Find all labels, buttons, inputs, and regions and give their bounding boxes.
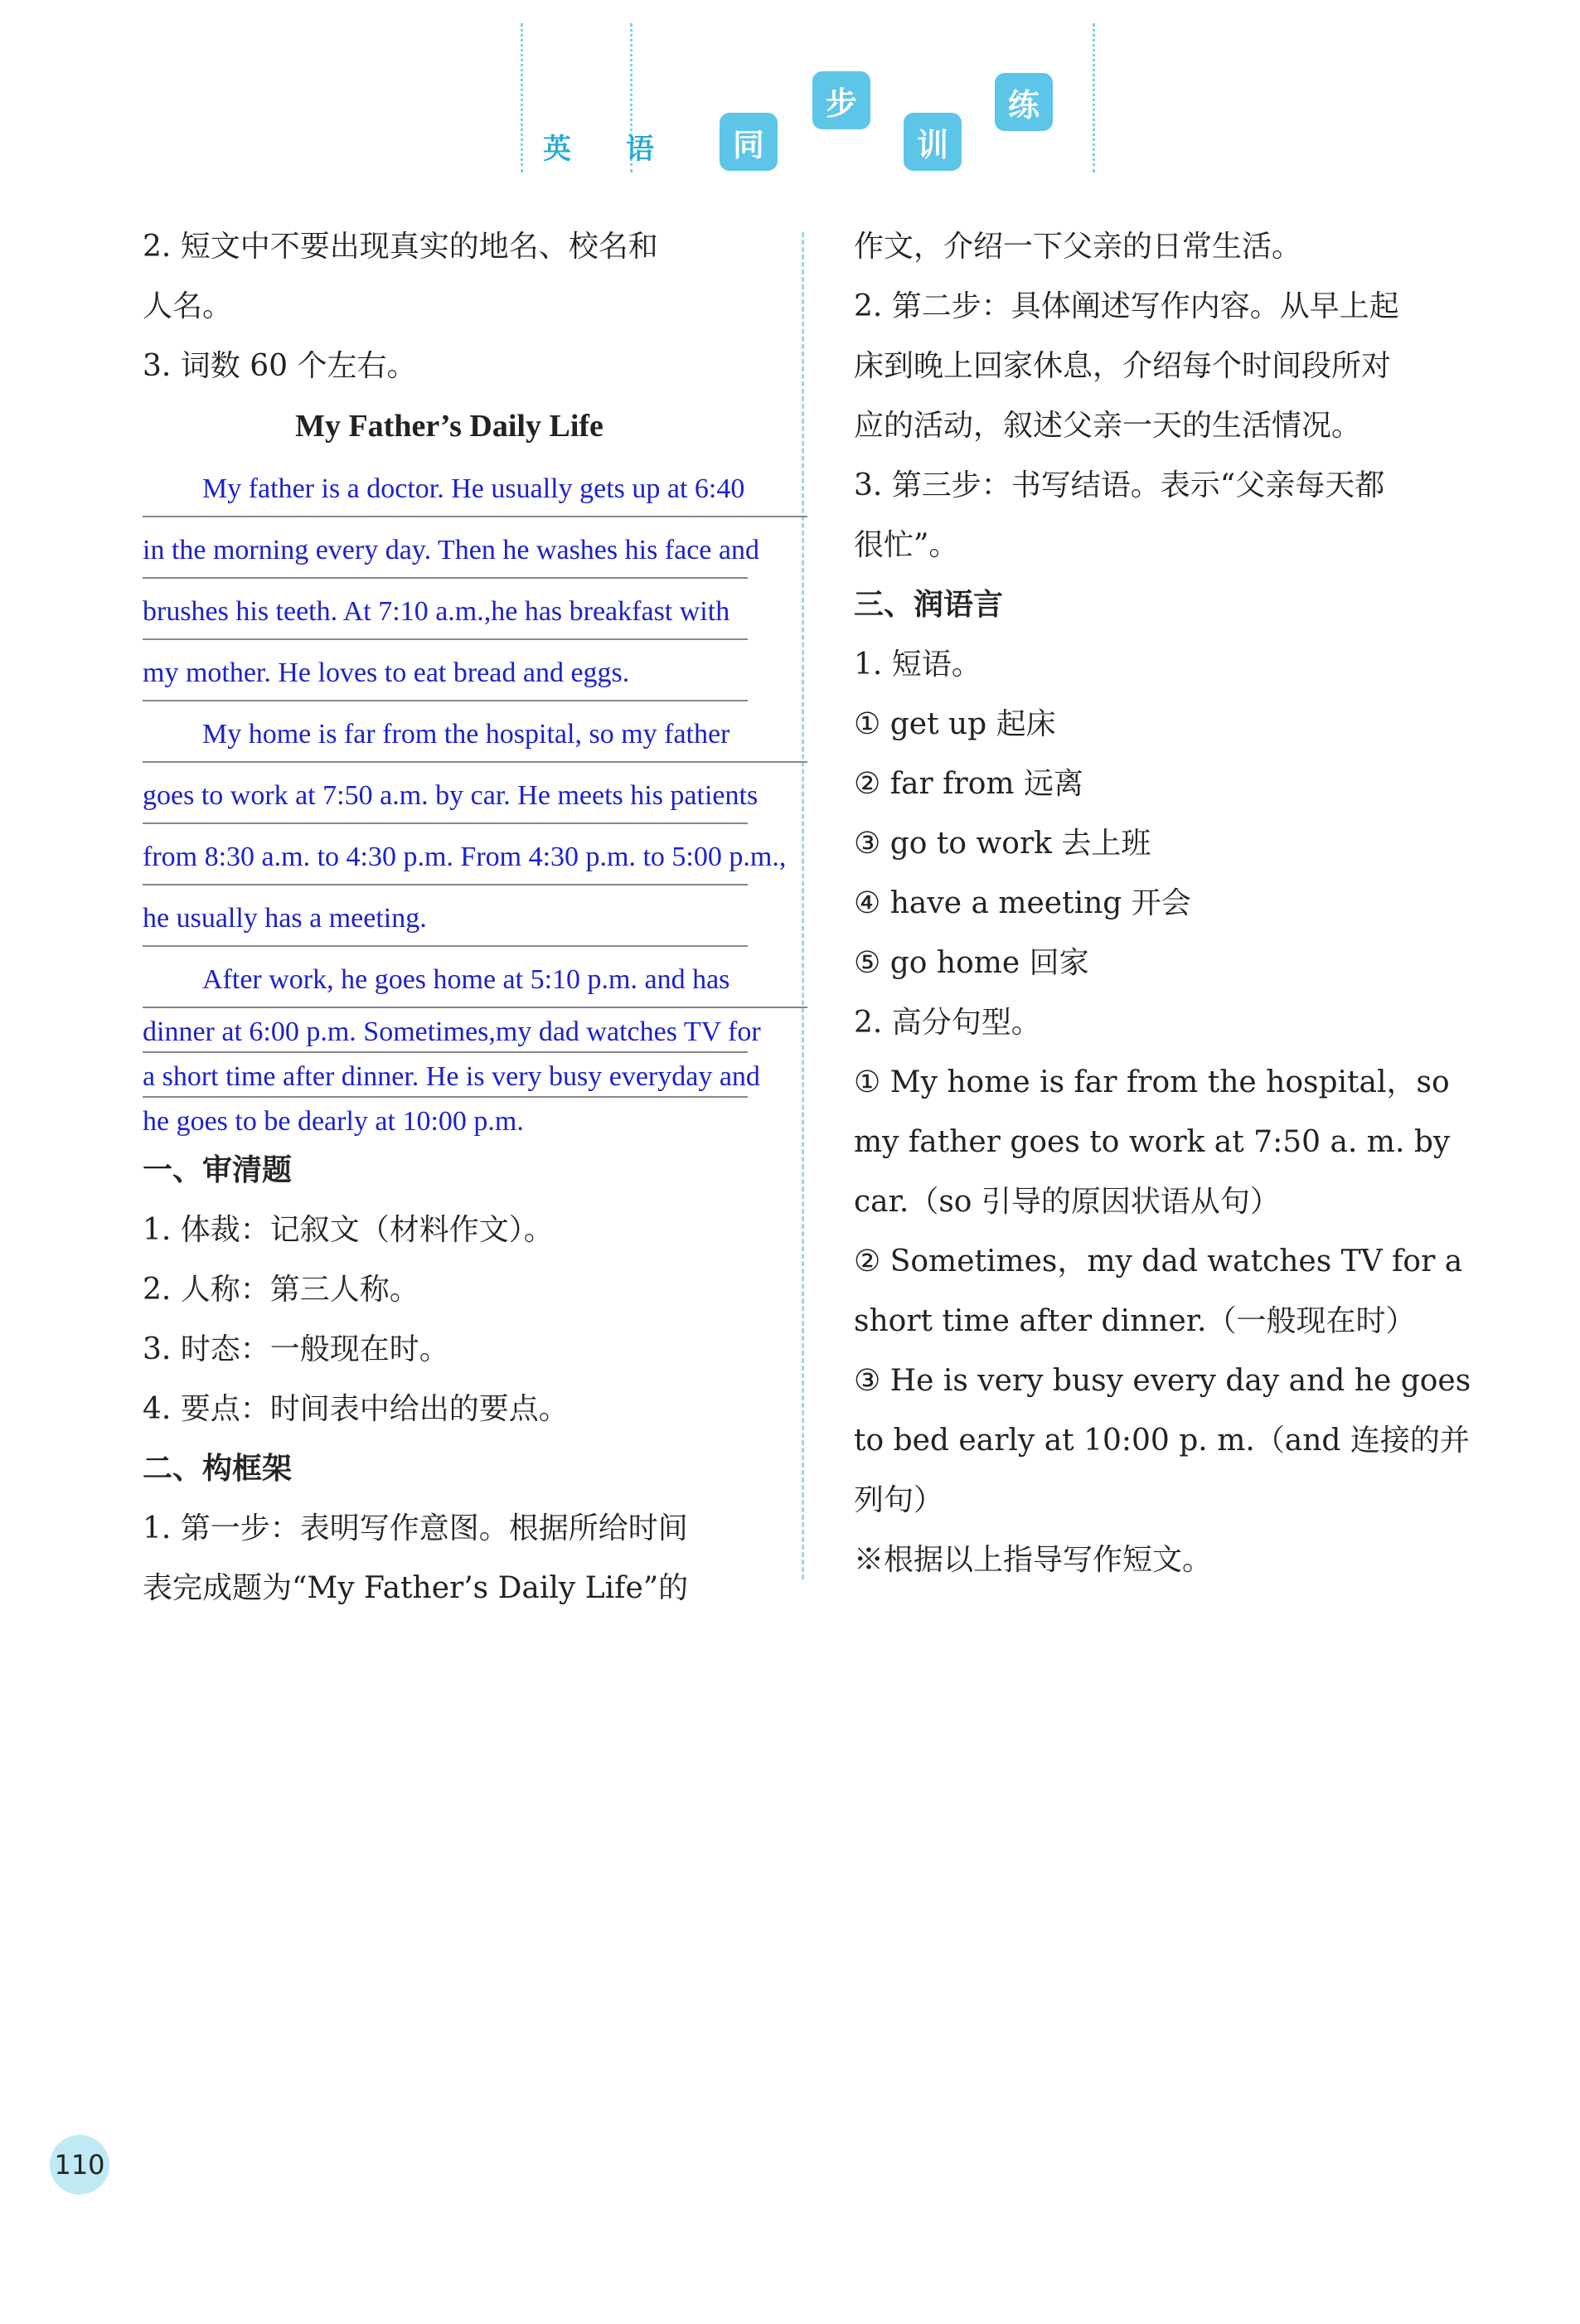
essay-line: dinner at 6:00 p.m. Sometimes,my dad watches TV for [143, 1008, 748, 1053]
section-item: 4. 要点：时间表中给出的要点。 [143, 1392, 569, 1426]
essay-line: he goes to be dearly at 10:00 p.m. [143, 1106, 524, 1137]
paragraph-line: 很忙”。 [854, 528, 959, 562]
header-divider [521, 23, 523, 172]
essay-line: from 8:30 a.m. to 4:30 p.m. From 4:30 p.m. to 5:00 p.m., [143, 824, 748, 885]
page-number: 110 [50, 2135, 109, 2195]
essay-line: brushes his teeth. At 7:10 a.m.,he has breakfast with [143, 579, 748, 640]
section-item: 表完成题为“My Father’s Daily Life”的 [143, 1571, 689, 1605]
sentence-line: 列句） [854, 1483, 944, 1517]
sentence-line: ② Sometimes，my dad watches TV for a [854, 1244, 1463, 1278]
paragraph-line: 2. 第二步：具体阐述写作内容。从早上起 [854, 289, 1399, 323]
requirement-line: 2. 短文中不要出现真实的地名、校名和 [143, 230, 658, 264]
sentence-line: my father goes to work at 7:50 a. m. by [854, 1125, 1451, 1159]
section-item: 3. 时态：一般现在时。 [143, 1332, 449, 1366]
header-char: 英 [543, 133, 571, 166]
section-item: 1. 第一步：表明写作意图。根据所给时间 [143, 1511, 688, 1545]
paragraph-line: 3. 第三步：书写结语。表示“父亲每天都 [854, 468, 1385, 502]
phrase-item: ③ go to work 去上班 [854, 827, 1151, 861]
page-header [0, 0, 1580, 191]
subsection-title: 2. 高分句型。 [854, 1006, 1041, 1040]
essay-title: My Father’s Daily Life [295, 409, 603, 444]
essay-line: in the morning every day. Then he washes his face and [143, 517, 748, 579]
essay-line: a short time after dinner. He is very busy everyday and [143, 1053, 748, 1098]
model-essay [143, 456, 806, 1141]
paragraph-line: 应的活动，叙述父亲一天的生活情况。 [854, 409, 1362, 443]
requirement-line: 人名。 [143, 289, 233, 323]
phrase-item: ① get up 起床 [854, 707, 1056, 741]
essay-line: My father is a doctor. He usually gets up at 6:40 [143, 456, 807, 517]
sentence-line: short time after dinner.（一般现在时） [854, 1304, 1416, 1338]
right-column [854, 217, 1471, 1590]
section-title: 三、润语言 [854, 588, 1004, 622]
header-box-char: 训 [904, 113, 962, 171]
sentence-line: to bed early at 10:00 p. m.（and 连接的并 [854, 1424, 1470, 1458]
essay-line: My home is far from the hospital, so my father [143, 701, 807, 763]
paragraph-line: 床到晚上回家休息，介绍每个时间段所对 [854, 349, 1392, 383]
essay-line: goes to work at 7:50 a.m. by car. He meets his patients [143, 763, 748, 824]
paragraph-line: 作文，介绍一下父亲的日常生活。 [854, 230, 1302, 264]
essay-line: my mother. He loves to eat bread and eggs. [143, 640, 748, 701]
left-column [143, 217, 806, 1618]
subsection-title: 1. 短语。 [854, 648, 981, 682]
section-title: 一、审清题 [143, 1153, 293, 1187]
header-box-char: 同 [720, 113, 778, 171]
phrase-item: ② far from 远离 [854, 767, 1083, 801]
phrase-item: ④ have a meeting 开会 [854, 886, 1191, 920]
sentence-line: ③ He is very busy every day and he goes [854, 1364, 1471, 1398]
section-item: 1. 体裁：记叙文（材料作文）。 [143, 1213, 554, 1247]
sentence-line: ※根据以上指导写作短文。 [854, 1543, 1213, 1577]
header-box-char: 练 [995, 73, 1053, 131]
requirement-line: 3. 词数 60 个左右。 [143, 349, 417, 383]
section-title: 二、构框架 [143, 1452, 293, 1486]
header-char: 语 [626, 133, 654, 166]
essay-line: After work, he goes home at 5:10 p.m. and has [143, 947, 807, 1008]
sentence-line: car.（so 引导的原因状语从句） [854, 1185, 1280, 1219]
phrase-item: ⑤ go home 回家 [854, 946, 1089, 980]
header-box-char: 步 [812, 71, 870, 129]
section-item: 2. 人称：第三人称。 [143, 1273, 419, 1307]
sentence-line: ① My home is far from the hospital，so [854, 1065, 1450, 1099]
header-divider [1093, 23, 1095, 172]
essay-line: he usually has a meeting. [143, 885, 748, 947]
